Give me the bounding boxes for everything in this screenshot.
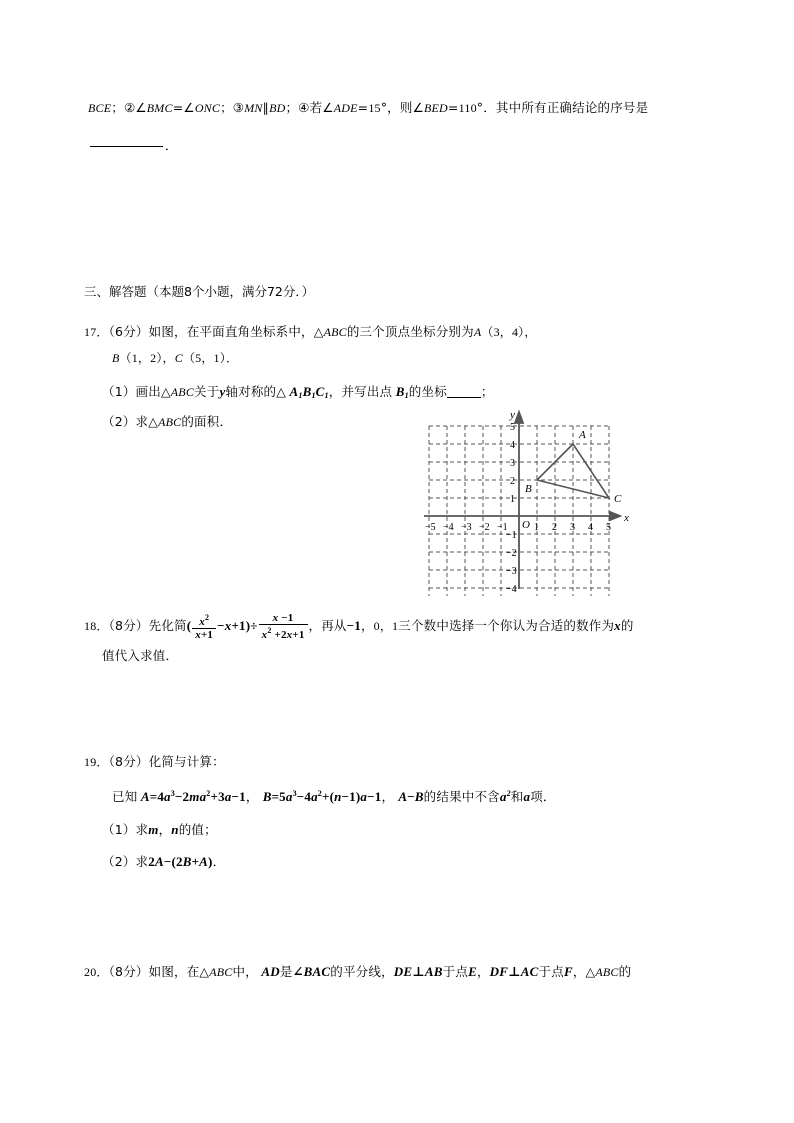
question-18-stem-post2: 三个数中选择一个你认为合适的数作为 bbox=[398, 618, 615, 633]
origin-label: O bbox=[522, 519, 530, 531]
section-heading-detail: （本题8个小题，满分72分．） bbox=[146, 284, 315, 299]
question-18-number: 18． bbox=[84, 619, 109, 633]
fraction-x2-over-x-plus-1: $\frac{x^2}{x+1}$ bbox=[192, 612, 216, 641]
question-17-points: （6分） bbox=[108, 324, 149, 339]
question-20-stem-f: 于点 bbox=[538, 964, 564, 979]
coordinate-plane-figure bbox=[424, 404, 639, 595]
carryover-paragraph-period: ． bbox=[165, 138, 178, 153]
question-17-sub1-end: ； bbox=[480, 384, 494, 399]
question-19-stem-line1 bbox=[84, 752, 225, 772]
x-tick-2: 2 bbox=[552, 522, 557, 533]
answer-blank-underline[interactable] bbox=[90, 146, 163, 147]
y-axis-label: y bbox=[510, 409, 515, 421]
question-17-text-a: 如图，在平面直角坐标系中， bbox=[148, 324, 314, 339]
x-tick-3: 3 bbox=[570, 522, 575, 533]
question-17-sub1-mid3: ，并写出点 bbox=[328, 384, 393, 399]
coordinate-plane-svg bbox=[424, 404, 639, 595]
y-tick-1: 1 bbox=[510, 494, 515, 505]
vertex-label-b: B bbox=[525, 483, 532, 495]
x-axis-arrow bbox=[610, 512, 620, 520]
question-18-stem-pre: 先化简 bbox=[148, 618, 187, 633]
x-tick--1: −1 bbox=[497, 522, 508, 533]
question-17-number: 17． bbox=[84, 325, 109, 339]
y-tick-5: 5 bbox=[510, 422, 515, 433]
question-19-sub2-tail: ． bbox=[212, 854, 226, 869]
question-18-stem-line1: 18．（8分）先化简( $\frac{x^2}{x+1}$ −x+1)÷ $\frac{x -1}{x^2 +2x+1}$ ，再从−1，0，1三个数中选择一个你认为合适的数作为x的 bbox=[84, 612, 634, 641]
question-18-stem-line2: 值代入求值． bbox=[102, 648, 179, 663]
x-tick--2: −2 bbox=[479, 522, 490, 533]
question-19-sub2-prefix: （2）求 bbox=[102, 854, 149, 869]
question-19-number: 19． bbox=[84, 755, 109, 769]
y-tick--2: −2 bbox=[506, 548, 517, 559]
question-19-sub1: （1）求m，n的值； bbox=[102, 822, 217, 837]
question-18-stem-post: ，再从 bbox=[308, 618, 347, 633]
vertex-label-a: A bbox=[579, 429, 586, 441]
y-tick--3: −3 bbox=[506, 566, 517, 577]
question-19-sub1-sep: ， bbox=[158, 822, 172, 837]
question-20-points: （8分） bbox=[108, 964, 149, 979]
x-axis-label: x bbox=[624, 512, 629, 524]
question-17-sub2: （2）求△ABC的面积． bbox=[102, 414, 233, 429]
question-17-stem-line2: B（1，2），C（5，1）． bbox=[112, 351, 239, 365]
carryover-label-bce: BCE bbox=[88, 101, 112, 115]
question-19-given: 已知 $A=4a^3-2ma^2+3a-1$， $B=5a^3-4a^2+(n-1)a-1$， A−B的结果中不含$a^2$和a项． bbox=[112, 789, 556, 804]
question-20-stem-c: 的平分线， bbox=[330, 964, 394, 979]
question-18-stem-post3: 的 bbox=[620, 618, 634, 633]
question-19-given-tail: 项． bbox=[530, 789, 556, 804]
x-tick--5: −5 bbox=[425, 522, 436, 533]
question-20-number: 20． bbox=[84, 965, 109, 979]
question-18-points: （8分） bbox=[108, 618, 149, 633]
question-19-sub2: （2）求2A−(2B+A)． bbox=[102, 854, 226, 869]
y-tick-3: 3 bbox=[510, 458, 515, 469]
question-20-stem-line1: 20．（8分）如图，在△ABC中， AD是∠BAC的平分线，DE⊥AB于点E，DF⊥AC于点F，△ABC的 bbox=[84, 964, 632, 979]
x-tick--4: −4 bbox=[443, 522, 454, 533]
x-tick--3: −3 bbox=[461, 522, 472, 533]
question-17-sub1: （1）画出△ABC关于y轴对称的△ $A_1B_1C_1$，并写出点 $B_1$的坐标 ； bbox=[102, 384, 494, 400]
x-tick-4: 4 bbox=[588, 522, 593, 533]
question-19-points: （8分） bbox=[108, 754, 149, 769]
question-17-sub1-prefix: （1）画出 bbox=[102, 384, 161, 399]
fraction-x-minus-1-over-x2-plus-2x-plus-1: $\frac{x -1}{x^2 +2x+1}$ bbox=[259, 612, 308, 641]
y-tick--1: −1 bbox=[506, 530, 517, 541]
question-17-stem-line1: 17．（6分）如图，在平面直角坐标系中，△ABC的三个顶点坐标分别为A（3，4）， bbox=[84, 324, 537, 339]
question-17-sub1-blank[interactable] bbox=[447, 386, 481, 398]
y-tick-4: 4 bbox=[510, 440, 515, 451]
question-17-sub1-tail: 的坐标 bbox=[408, 384, 447, 399]
y-tick-2: 2 bbox=[510, 476, 515, 487]
section-heading-label: 三、解答题 bbox=[84, 284, 147, 299]
question-17-sub1-mid: 关于 bbox=[194, 384, 220, 399]
carryover-paragraph-line1: BCE；②∠BMC=∠ONC；③MN∥BD；④若∠ADE=15°，则∠BED=110°．其中所有正确结论的序号是 bbox=[88, 100, 649, 115]
question-20-stem-h: 的 bbox=[618, 964, 632, 979]
question-17-text-b: 的三个顶点坐标分别为 bbox=[346, 324, 474, 339]
question-17-sub2-prefix: （2）求 bbox=[102, 414, 149, 429]
question-19-sub1-prefix: （1）求 bbox=[102, 822, 149, 837]
question-19-given-tail-cn: 的结果中不含 bbox=[423, 789, 500, 804]
question-19-given-prefix: 已知 bbox=[112, 789, 138, 804]
x-tick-5: 5 bbox=[606, 522, 611, 533]
y-axis-arrow bbox=[515, 412, 523, 423]
section-heading bbox=[84, 282, 314, 300]
question-17-sub1-mid2: 轴对称的△ bbox=[225, 384, 287, 399]
question-19-stem: 化简与计算： bbox=[148, 754, 225, 769]
x-tick-1: 1 bbox=[534, 522, 539, 533]
question-20-stem-d: 于点 bbox=[442, 964, 469, 979]
vertex-label-c: C bbox=[614, 493, 622, 505]
tick-labels bbox=[425, 422, 611, 595]
y-tick--4: −4 bbox=[506, 584, 517, 595]
question-20-stem-b: 是 bbox=[279, 964, 293, 979]
question-19-sub1-tail: 的值； bbox=[178, 822, 217, 837]
question-17-sub2-tail: 的面积． bbox=[181, 414, 233, 429]
